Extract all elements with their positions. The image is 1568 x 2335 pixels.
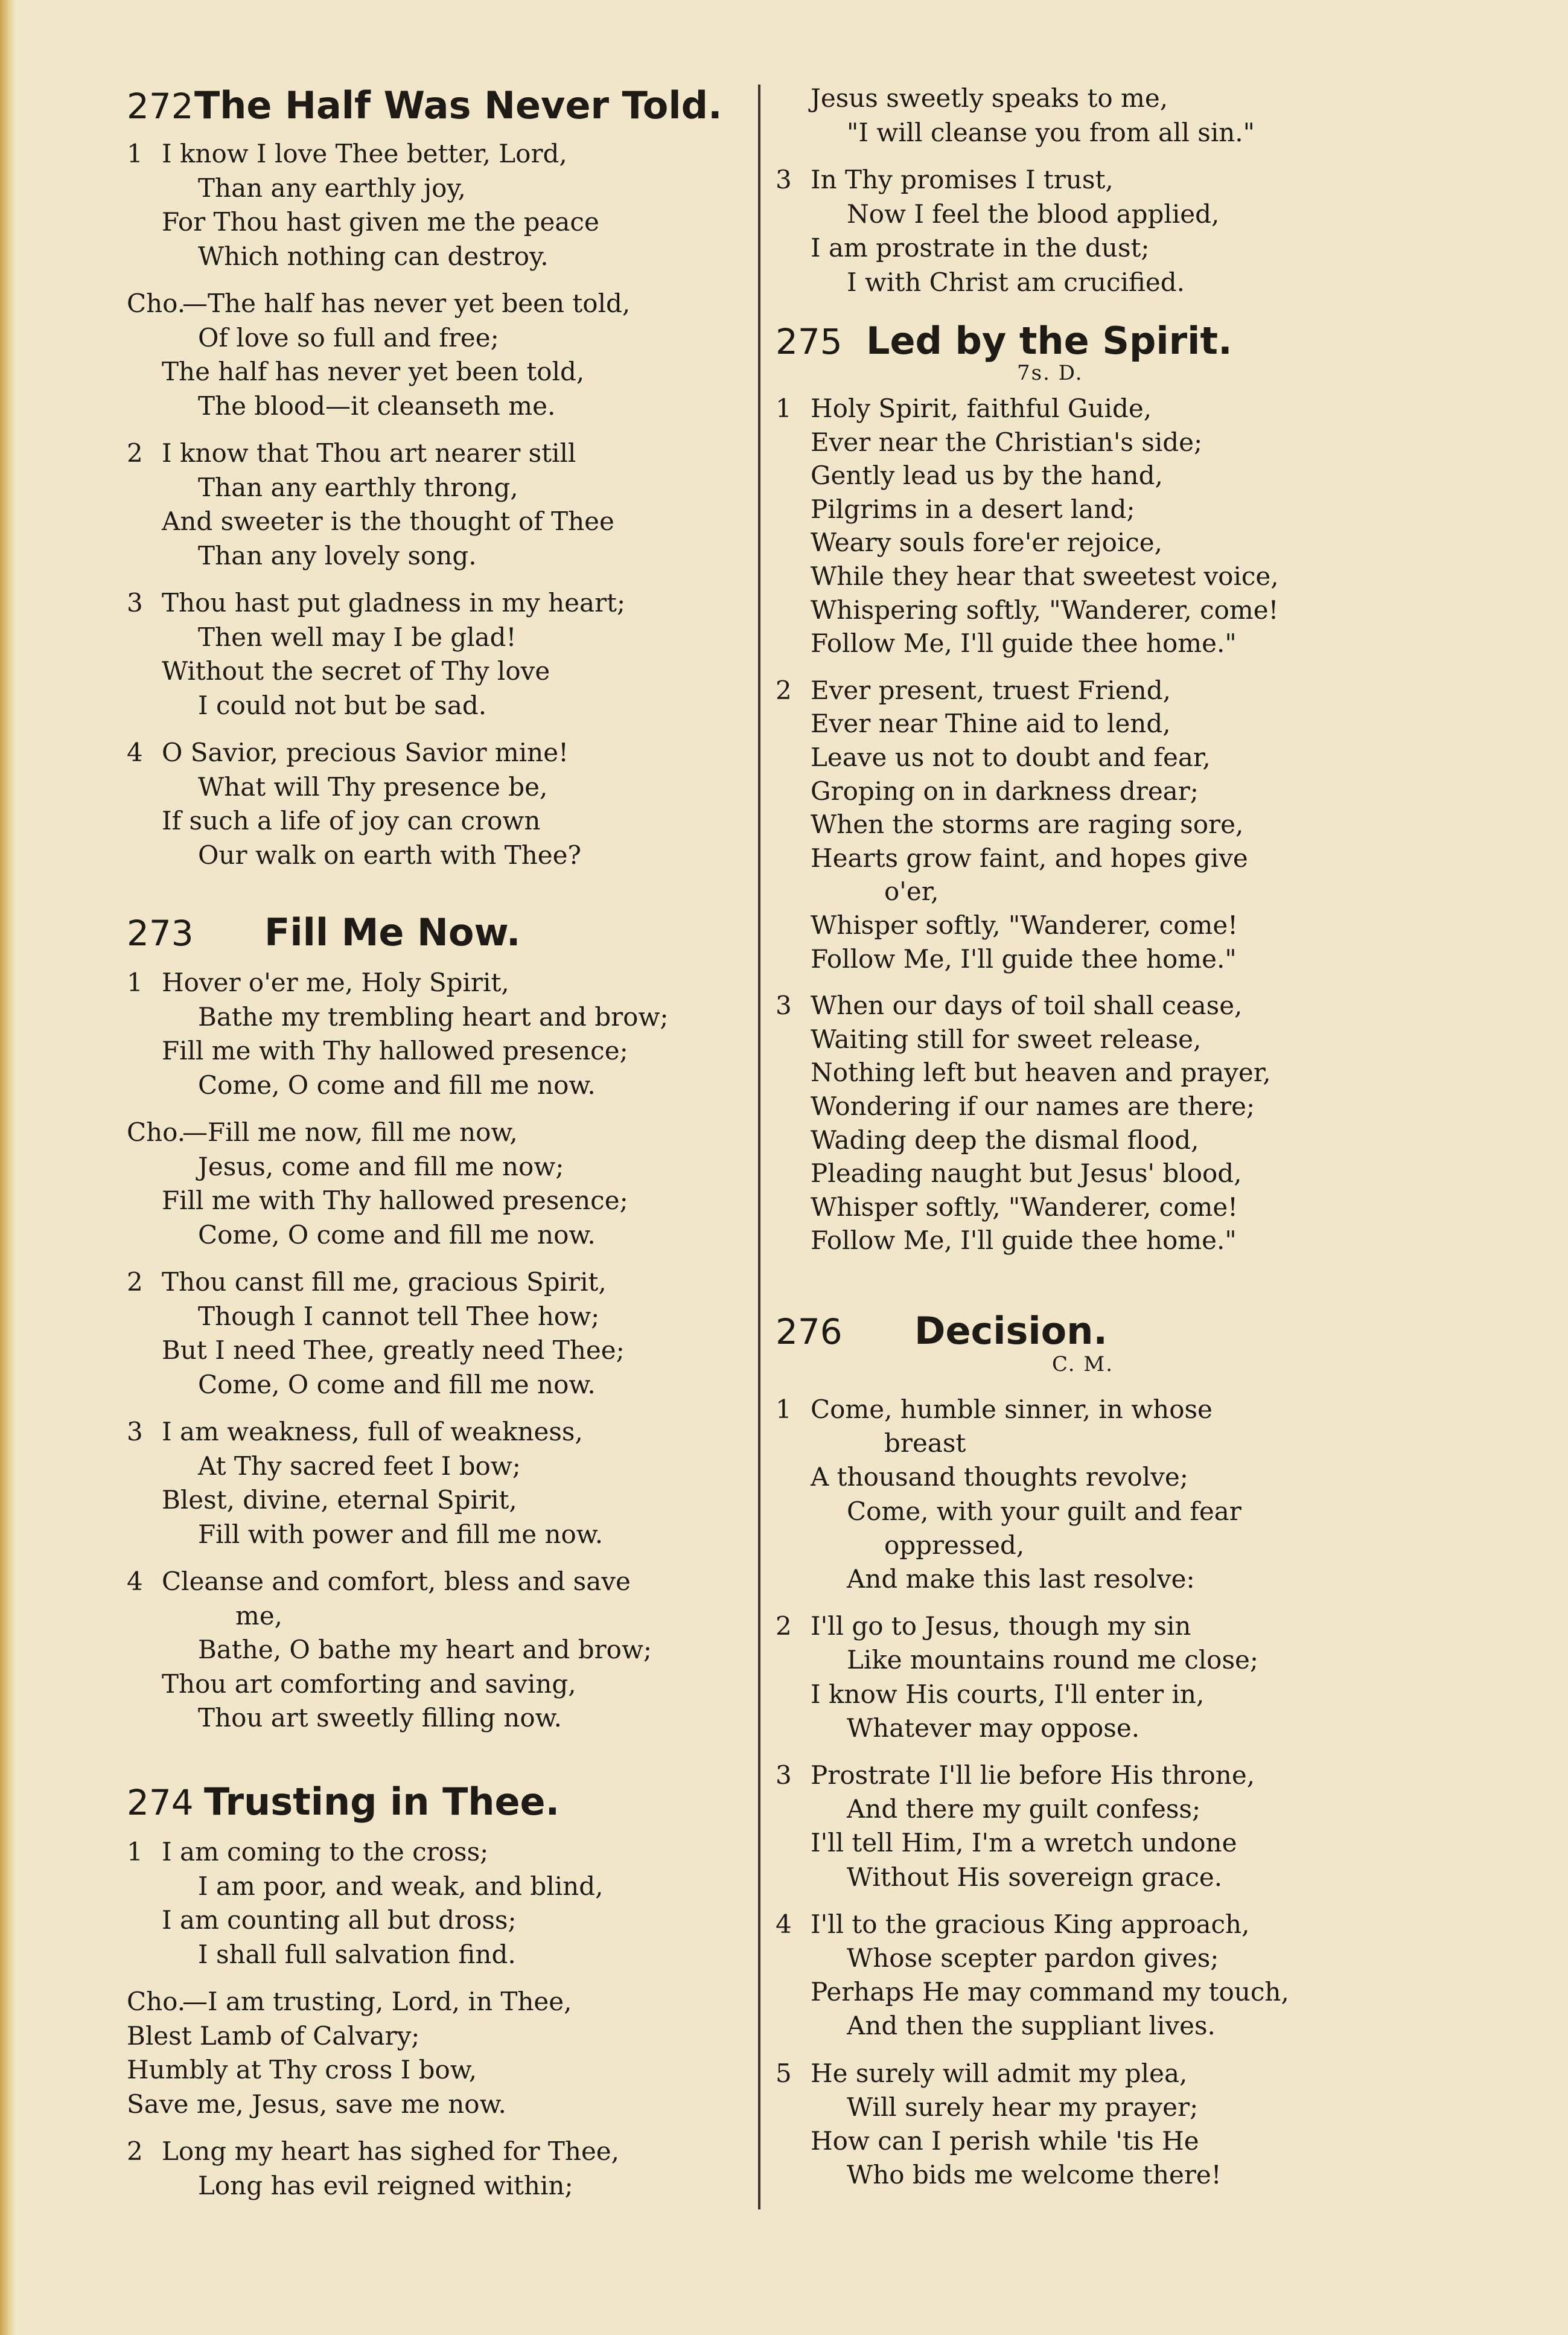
hymn-heading [776,1310,1107,1353]
hymn-line [776,595,1278,625]
line-text: Then well may I be glad! [198,622,517,652]
line-text: Fill me with Thy hallowed presence; [162,1186,628,1215]
hymn-line [127,207,599,237]
line-text: Wondering if our names are there; [811,1091,1255,1121]
line-text: I am weakness, full of weakness, [162,1417,583,1446]
hymn-line [127,173,466,203]
line-text: And there my guilt confess; [847,1794,1201,1824]
line-text: Thou art sweetly filling now. [198,1703,562,1733]
hymn-line [776,1828,1237,1858]
hymn-line [776,1158,1242,1189]
verse-number: 2 [127,1267,143,1297]
chorus-label: Cho. [127,1987,186,2016]
line-text: —The half has never yet been told, [182,289,631,318]
line-text: Cleanse and comfort, bless and save [162,1567,631,1596]
line-text: Long has evil reigned within; [198,2170,573,2200]
line-text: I am poor, and weak, and blind, [198,1871,604,1901]
hymn-heading [127,1781,559,1824]
verse-number: 2 [127,2136,143,2166]
hymn-line [127,1485,517,1515]
hymn-number: 275 [776,321,843,362]
line-text: Fill with power and fill me now. [198,1519,604,1549]
line-text: Thou hast put gladness in my heart; [162,588,626,618]
line-text: Without the secret of Thy love [162,656,550,686]
line-text: o'er, [884,877,939,907]
verse-number: 1 [127,1837,143,1867]
hymn-line [776,494,1135,525]
hymn-line [127,1601,282,1631]
line-text: "I will cleanse you from all sin." [847,117,1255,147]
hymn-line [776,1058,1271,1088]
line-text: What will Thy presence be, [198,771,548,802]
verse-number: 4 [127,738,143,767]
line-text: Long my heart has sighed for Thee, [162,2136,620,2166]
line-text: Thou art comforting and saving, [162,1669,576,1699]
line-text: Ever near Thine aid to lend, [811,709,1171,739]
hymn-line [776,461,1163,491]
hymn-line [127,1220,596,1250]
line-text: Now I feel the blood applied, [847,199,1220,229]
hymn-line [127,772,547,802]
line-text: —I am trusting, Lord, in Thee, [182,1987,572,2016]
hymn-line [127,1871,603,1902]
hymn-line [776,1794,1200,1824]
verse-number: 1 [776,394,792,423]
line-text: Ever near the Christian's side; [811,427,1203,457]
line-text: Come, O come and fill me now. [198,1070,596,1100]
line-text: I am prostrate in the dust; [811,233,1150,263]
line-text: Perhaps He may command my touch, [811,1977,1289,2007]
hymn-line [127,506,614,537]
hymn-line [776,1977,1289,2007]
verse-number: 3 [127,588,143,618]
line-text: Come, humble sinner, in whose [811,1394,1213,1424]
line-text: Jesus, come and fill me now; [198,1151,564,1181]
hymn-line [127,1267,607,1297]
hymn-line [776,1713,1139,1743]
line-text: I with Christ am crucified. [847,267,1185,297]
line-text: In Thy promises I trust, [811,165,1114,194]
line-text: Pleading naught but Jesus' blood, [811,1158,1242,1189]
hymn-number: 272 [127,86,194,127]
line-text: When the storms are raging sore, [811,810,1244,840]
line-text: Thou canst fill me, gracious Spirit, [162,1267,607,1297]
line-text: me, [235,1600,283,1631]
line-text: Follow Me, I'll guide thee home." [811,944,1237,974]
hymn-line [127,1152,564,1182]
line-text: Wading deep the dismal flood, [811,1125,1199,1155]
verse-number: 1 [776,1394,792,1424]
line-text: Whose scepter pardon gives; [847,1943,1219,1973]
hymn-line [776,561,1279,592]
hymn-line [127,1117,518,1148]
line-text: I am counting all but dross; [162,1905,517,1935]
hymn-line [776,1564,1195,1594]
hymn-meter: 7s. D. [1017,361,1083,385]
verse-number: 2 [127,438,143,468]
hymn-line [776,1862,1222,1893]
line-text: I could not but be sad. [198,690,487,720]
hymn-heading [776,320,1232,363]
line-text: Holy Spirit, faithful Guide, [811,394,1152,423]
line-text: Follow Me, I'll guide thee home." [811,1225,1237,1256]
line-text: Which nothing can destroy. [198,241,549,271]
line-text: Without His sovereign grace. [847,1862,1223,1892]
verse-number: 3 [127,1417,143,1446]
verse-number: 2 [776,1611,792,1641]
hymn-line [127,1567,631,1597]
chorus-label: Cho. [127,1117,186,1147]
line-text: And make this last resolve: [847,1564,1195,1594]
hymn-line [776,2092,1198,2123]
hymn-line [776,1760,1255,1790]
line-text: Groping on in darkness drear; [811,776,1199,806]
hymn-line [127,2055,477,2085]
hymn-line [127,968,509,998]
line-text: But I need Thee, greatly need Thee; [162,1335,625,1365]
line-text: He surely will admit my plea, [811,2058,1188,2088]
line-text: breast [884,1428,966,1458]
hymn-line [127,541,477,571]
line-text: Whatever may oppose. [847,1713,1140,1743]
hymn-line [127,2021,419,2051]
hymn-line [776,83,1168,113]
line-text: Than any earthly throng, [198,472,518,502]
line-text: Ever present, truest Friend, [811,675,1171,705]
line-text: Blest Lamb of Calvary; [127,2020,420,2051]
line-text: I'll to the gracious King approach, [811,1909,1250,1939]
line-text: I know I love Thee better, Lord, [162,139,567,168]
line-text: And then the suppliant lives. [847,2011,1216,2041]
verse-number: 3 [776,165,792,194]
line-text: Than any earthly joy, [198,173,466,203]
page-edge [0,0,16,2335]
line-text: Nothing left but heaven and prayer, [811,1058,1271,1088]
hymn-number: 274 [127,1782,194,1823]
line-text: For Thou hast given me the peace [162,207,599,237]
hymn-line [776,118,1255,148]
hymn-line [127,1070,596,1100]
hymn-line [127,473,518,503]
hymn-line [776,2126,1199,2156]
hymn-line [776,2059,1187,2089]
hymn-line [776,528,1162,558]
hymn-line [776,1091,1255,1122]
hymn-line [776,843,1248,874]
hymn-line [776,165,1114,195]
hymn-line [776,233,1150,263]
line-text: Pilgrims in a desert land; [811,494,1135,524]
line-text: Follow Me, I'll guide thee home." [811,628,1237,659]
hymn-line [127,588,625,618]
hymn-line [776,427,1202,458]
line-text: The blood—it cleanseth me. [198,391,556,421]
line-text: If such a life of joy can crown [162,806,541,835]
line-text: I know His courts, I'll enter in, [811,1679,1205,1709]
line-text: Prostrate I'll lie before His throne, [811,1760,1255,1790]
hymn-title: Decision. [914,1309,1107,1353]
hymn-title: Led by the Spirit. [866,319,1232,363]
line-text: —Fill me now, fill me now, [182,1117,518,1147]
hymn-line [127,622,516,653]
hymn-line [127,139,567,169]
hymn-line [776,1462,1188,1492]
hymn-line [776,394,1152,424]
line-text: Save me, Jesus, save me now. [127,2089,506,2119]
line-text: When our days of toil shall cease, [811,991,1243,1021]
hymn-line [127,1370,596,1400]
hymn-line [127,289,630,319]
hymn-line [776,1611,1191,1641]
hymn-line [127,1002,669,1032]
hymn-title: Fill Me Now. [264,910,521,954]
hymn-line [776,1024,1201,1055]
hymn-heading [127,912,520,954]
hymn-line [776,1645,1258,1675]
line-text: I know that Thou art nearer still [162,438,576,468]
hymn-line [776,676,1171,706]
hymn-line [127,438,576,468]
line-text: I shall full salvation find. [198,1939,516,1969]
hymn-line [127,738,569,768]
line-text: Come, with your guilt and fear [847,1496,1241,1526]
hymn-line [776,1497,1241,1527]
line-text: How can I perish while 'tis He [811,2126,1199,2156]
line-text: A thousand thoughts revolve; [811,1462,1188,1492]
hymn-line [127,691,486,721]
line-text: Fill me with Thy hallowed presence; [162,1036,628,1065]
line-text: Than any lovely song. [198,540,477,570]
hymn-line [127,391,555,421]
hymn-line [776,991,1242,1021]
line-text: And sweeter is the thought of Thee [162,506,614,536]
line-text: Our walk on earth with Thee? [198,840,582,870]
hymn-line [127,1519,603,1550]
hymn-line [776,709,1171,739]
verse-number: 3 [776,1760,792,1790]
hymn-line [127,1987,572,2017]
hymn-line [776,628,1237,659]
hymn-line [127,357,584,387]
hymn-line [776,743,1211,773]
hymn-line [776,1530,1024,1560]
hymn-line [776,944,1237,974]
hymn-line [127,840,581,870]
hymn-heading [127,85,722,127]
line-text: Come, O come and fill me now. [198,1219,596,1250]
hymn-line [127,1302,599,1332]
chorus-label: Cho. [127,289,186,318]
column-divider [758,85,760,2209]
line-text: Bathe my trembling heart and brow; [198,1001,669,1032]
line-text: Gently lead us by the hand, [811,461,1163,491]
line-text: Whispering softly, "Wanderer, come! [811,595,1279,625]
hymn-line [776,267,1185,298]
line-text: oppressed, [884,1530,1025,1560]
line-text: Of love so full and free; [198,322,499,353]
verse-number: 5 [776,2058,792,2088]
verse-number: 4 [127,1567,143,1596]
hymn-line [127,323,499,353]
hymn-line [776,1225,1237,1256]
hymn-line [127,1036,628,1066]
line-text: Like mountains round me close; [847,1645,1259,1675]
hymn-line [776,1394,1213,1425]
hymn-line [127,2136,619,2167]
hymn-line [776,1943,1219,1973]
verse-number: 1 [127,139,143,168]
hymn-line [127,806,540,836]
hymn-line [776,877,939,907]
hymn-line [776,810,1243,840]
line-text: Humbly at Thy cross I bow, [127,2055,477,2084]
verse-number: 3 [776,991,792,1021]
line-text: While they hear that sweetest voice, [811,561,1279,591]
line-text: Whisper softly, "Wanderer, come! [811,1192,1238,1222]
hymn-line [127,1905,517,1935]
line-text: Jesus sweetly speaks to me, [811,83,1168,113]
verse-number: 1 [127,968,143,997]
line-text: O Savior, precious Savior mine! [162,738,569,767]
verse-number: 4 [776,1909,792,1939]
line-text: Will surely hear my prayer; [847,2092,1199,2122]
line-text: Weary souls fore'er rejoice, [811,528,1163,558]
hymn-line [127,1669,576,1699]
line-text: The half has never yet been told, [162,357,585,386]
hymn-line [776,1428,966,1458]
hymn-title: The Half Was Never Told. [194,83,722,127]
line-text: I'll tell Him, I'm a wretch undone [811,1828,1237,1858]
hymn-line [776,199,1219,229]
line-text: Who bids me welcome there! [847,2160,1222,2190]
line-text: Whisper softly, "Wanderer, come! [811,910,1238,940]
line-text: Hearts grow faint, and hopes give [811,843,1248,873]
hymn-line [127,1186,628,1216]
hymn-line [127,1703,562,1733]
hymn-title: Trusting in Thee. [204,1780,560,1824]
line-text: Waiting still for sweet release, [811,1024,1202,1054]
line-text: Hover o'er me, Holy Spirit, [162,968,509,997]
line-text: At Thy sacred feet I bow; [198,1451,521,1481]
hymn-line [776,910,1238,941]
line-text: Blest, divine, eternal Spirit, [162,1485,517,1515]
hymn-line [127,241,549,272]
hymn-number: 276 [776,1311,843,1352]
hymn-line [127,2089,506,2119]
hymn-line [776,2160,1222,2190]
hymn-line [776,1909,1249,1940]
hymn-line [776,1192,1238,1222]
hymn-meter: C. M. [1052,1352,1114,1376]
hymn-line [127,1837,488,1867]
hymn-line [776,1679,1204,1710]
line-text: Come, O come and fill me now. [198,1369,596,1399]
hymn-line [776,1125,1199,1155]
hymn-line [127,656,550,686]
hymn-number: 273 [127,913,194,954]
line-text: Bathe, O bathe my heart and brow; [198,1635,652,1664]
verse-number: 2 [776,675,792,705]
hymn-line [127,1635,652,1665]
hymn-line [127,2171,573,2201]
line-text: I'll go to Jesus, though my sin [811,1611,1191,1641]
hymn-line [127,1451,521,1481]
line-text: I am coming to the cross; [162,1837,489,1867]
line-text: Though I cannot tell Thee how; [198,1301,600,1331]
line-text: Leave us not to doubt and fear, [811,743,1211,772]
hymn-line [776,776,1199,807]
hymn-line [127,1335,625,1366]
hymn-line [776,2011,1216,2041]
hymn-line [127,1940,516,1970]
hymn-line [127,1417,583,1447]
